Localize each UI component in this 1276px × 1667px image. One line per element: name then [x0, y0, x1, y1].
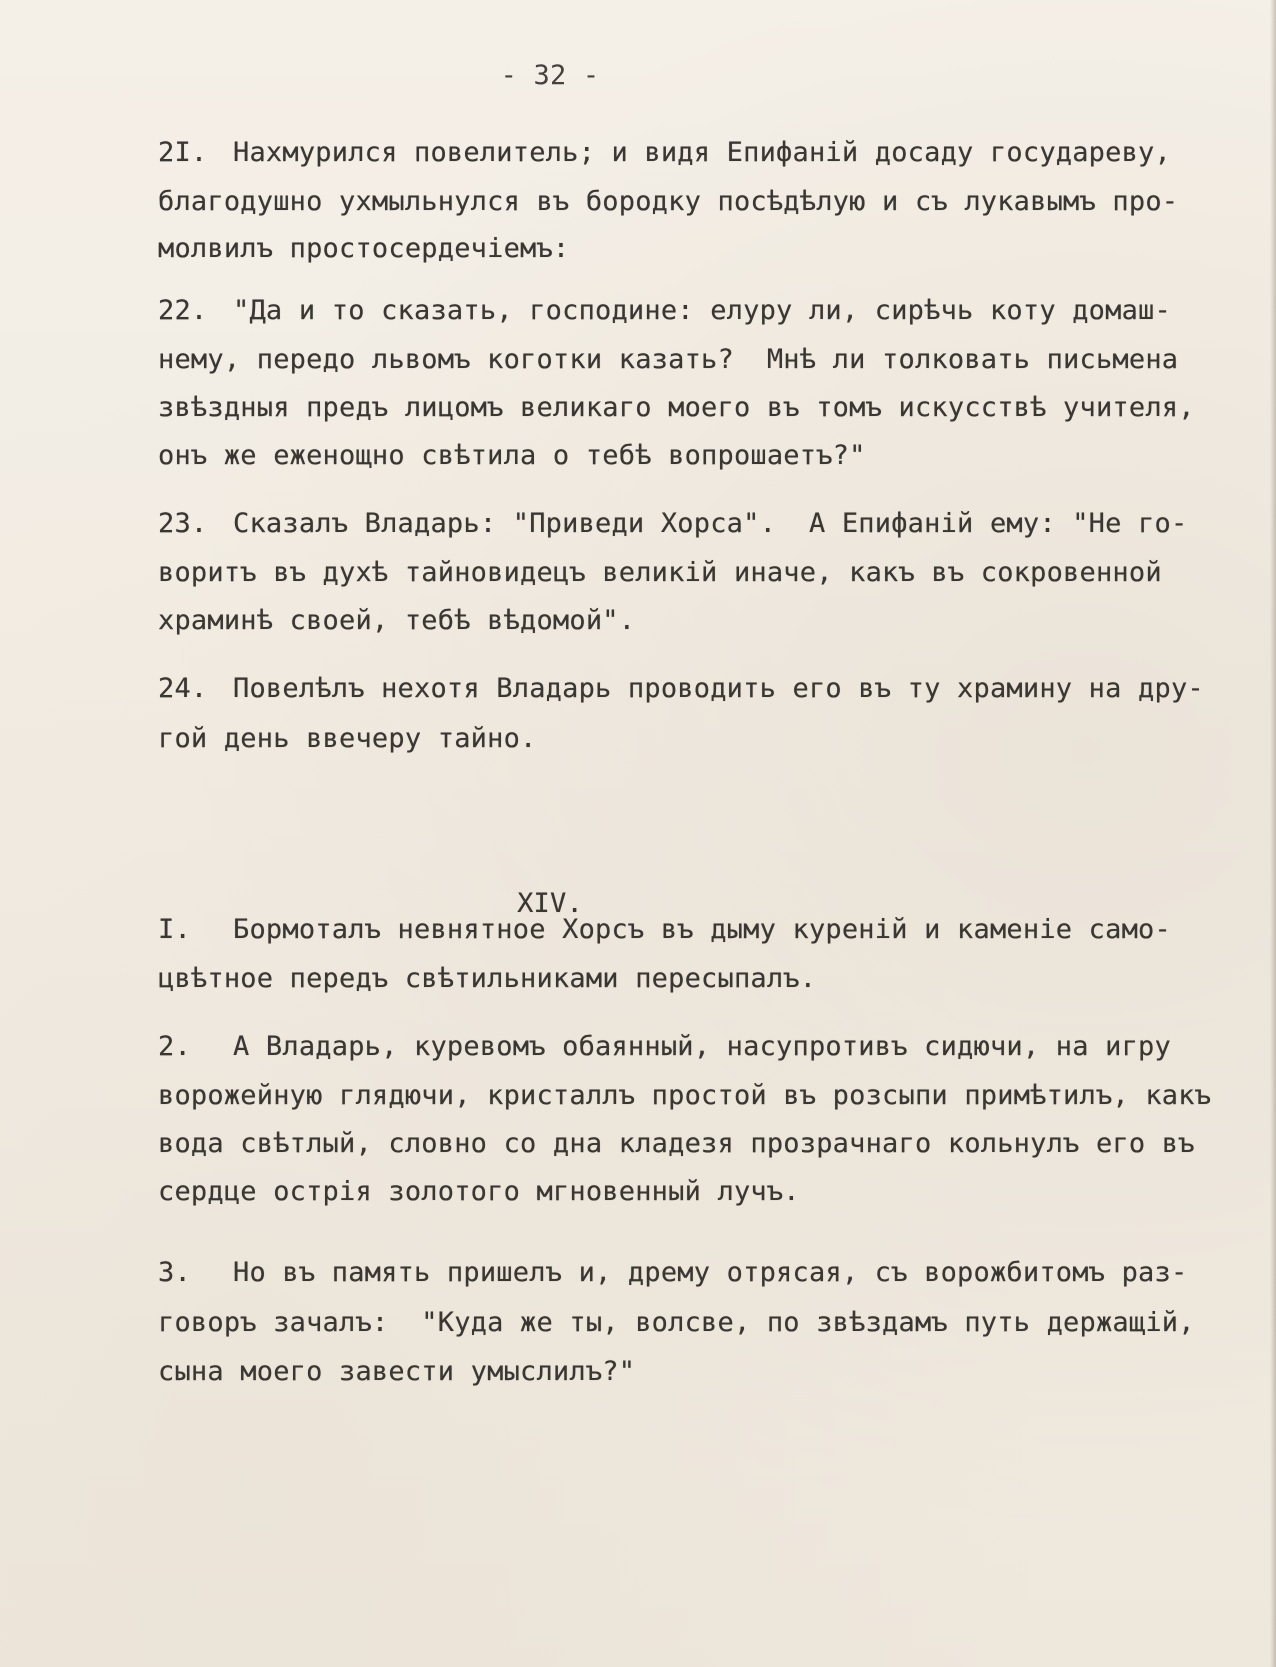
paragraph-21-line-2: благодушно ухмыльнулся въ бородку посѣдѣлую и съ лукавымъ про- — [158, 186, 1179, 217]
paragraph-22-line-3: звѣздныя предъ лицомъ великаго моего въ томъ искусствѣ учителя, — [158, 392, 1195, 423]
paragraph-1-line-2: цвѣтное передъ свѣтильниками пересыпалъ. — [158, 963, 817, 994]
paragraph-2-line-4: сердце острія золотого мгновенный лучъ. — [158, 1176, 800, 1207]
paragraph-21-line-3: молвилъ простосердечіемъ: — [158, 233, 570, 264]
paragraph-text: А Владарь, куревомъ обаянный, насупротивъ сидючи, на игру — [233, 1031, 1171, 1062]
paragraph-text: Повелѣлъ нехотя Владарь проводить его въ ту храмину на дру- — [233, 673, 1204, 704]
paragraph-24-line-1 — [158, 672, 1204, 706]
paragraph-number: 23. — [158, 508, 208, 539]
paragraph-24-line-2: гой день ввечеру тайно. — [158, 723, 537, 754]
paragraph-23-line-1 — [158, 507, 1187, 541]
paragraph-number: 2. — [158, 1031, 191, 1062]
paragraph-2-line-1 — [158, 1030, 1171, 1064]
paragraph-22-line-4: онъ же еженощно свѣтила о тебѣ вопрошаетъ?" — [158, 440, 866, 471]
paragraph-2-line-2: ворожейную глядючи, кристаллъ простой въ розсыпи примѣтилъ, какъ — [158, 1080, 1212, 1111]
paragraph-number: 24. — [158, 673, 208, 704]
paragraph-23-line-3: храминѣ своей, тебѣ вѣдомой". — [158, 605, 636, 636]
paragraph-22-line-1 — [158, 294, 1171, 328]
paragraph-22-line-2: нему, передо львомъ коготки казать? Мнѣ ли толковать письмена — [158, 344, 1179, 375]
page-edge-shadow — [1270, 0, 1276, 1667]
paragraph-1-line-1 — [158, 913, 1171, 947]
paragraph-text: Бормоталъ невнятное Хорсъ въ дыму куреній и каменіе само- — [233, 914, 1171, 945]
paragraph-text: Сказалъ Владарь: "Приведи Хорса". А Епифаній ему: "Не го- — [233, 508, 1188, 539]
paragraph-21-line-1 — [158, 136, 1171, 170]
paragraph-number: 22. — [158, 295, 208, 326]
section-heading: XIV. — [517, 888, 583, 919]
paragraph-3-line-2: говоръ зачалъ: "Куда же ты, волсве, по звѣздамъ путь держащій, — [158, 1307, 1195, 1338]
paragraph-text: "Да и то сказать, господине: елуру ли, сирѣчь коту домаш- — [233, 295, 1171, 326]
paragraph-number: 2I. — [158, 137, 208, 168]
paragraph-2-line-3: вода свѣтлый, словно со дна кладезя прозрачнаго кольнулъ его въ — [158, 1128, 1195, 1159]
paragraph-text: Но въ память пришелъ и, дрему отрясая, съ ворожбитомъ раз- — [233, 1257, 1188, 1288]
paragraph-3-line-3: сына моего завести умыслилъ?" — [158, 1356, 636, 1387]
paragraph-text: Нахмурился повелитель; и видя Епифаній досаду государеву, — [233, 137, 1171, 168]
paragraph-23-line-2: воритъ въ духѣ тайновидецъ великій иначе, какъ въ сокровенной — [158, 557, 1162, 588]
paragraph-number: 3. — [158, 1257, 191, 1288]
paragraph-number: I. — [158, 914, 191, 945]
page-number: - 32 - — [500, 60, 600, 91]
paragraph-3-line-1 — [158, 1256, 1187, 1290]
